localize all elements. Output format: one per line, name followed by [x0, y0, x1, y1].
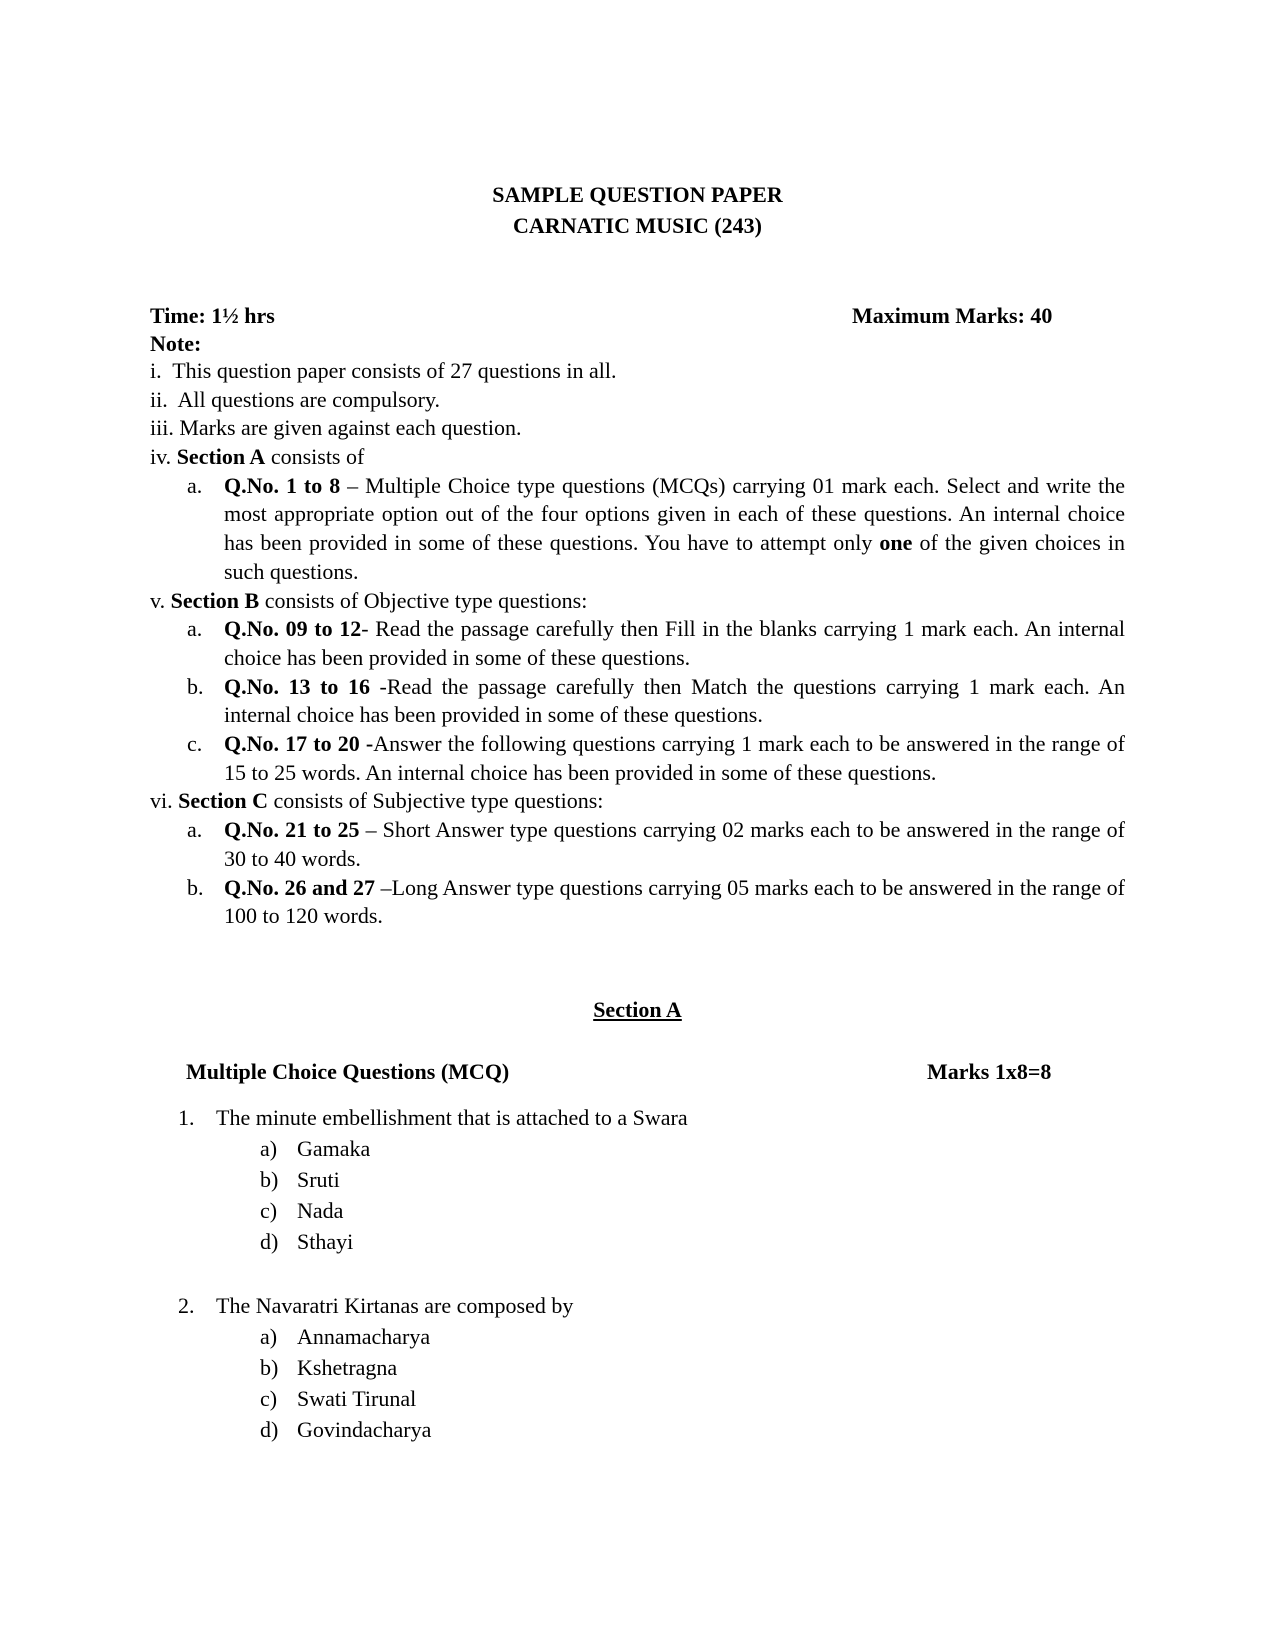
option: [178, 1164, 1078, 1195]
instruction-item: [150, 357, 1125, 386]
instruction-subitem: [150, 816, 1125, 873]
option-text: Sthayi: [297, 1229, 354, 1254]
subitem-text: –Long Answer type questions carrying 05 marks each to be answered in the range of 100 to 120 words.: [224, 874, 1125, 929]
option-text: Gamaka: [297, 1136, 371, 1161]
instruction-subitem: [150, 673, 1125, 730]
question: [178, 1102, 1078, 1257]
question-text: The minute embellishment that is attached to a Swara: [216, 1105, 688, 1130]
instruction-text: This question paper consists of 27 questions in all.: [172, 358, 617, 383]
section-name: Section A: [176, 444, 266, 470]
instruction-item: [150, 787, 1125, 816]
mcq-heading: Multiple Choice Questions (MCQ): [186, 1059, 510, 1084]
instruction-number: vi.: [150, 788, 173, 814]
option-label: c): [260, 1386, 278, 1411]
subitem-text: -Read the passage carefully then Match the questions carrying 1 mark each. An internal choice has been provided in some of these questions.: [224, 673, 1126, 728]
subitem-label: a.: [187, 616, 203, 642]
option-label: b): [260, 1355, 279, 1380]
instruction-text: consists of Objective type questions:: [259, 587, 588, 613]
paper-title: SAMPLE QUESTION PAPER: [492, 182, 783, 207]
option-text: Sruti: [297, 1167, 340, 1192]
option-label: d): [260, 1229, 279, 1254]
instruction-text: consists of Subjective type questions:: [267, 788, 604, 814]
instruction-item: [150, 414, 1125, 443]
option: [178, 1414, 1078, 1445]
option: [178, 1226, 1078, 1257]
option-text: Nada: [297, 1198, 344, 1223]
subitem-text: – Multiple Choice type questions (MCQs) carrying 01 mark each. Select and write the most appropriate option out of the four options given in each of these questions. An internal choice has been provided in some of these questions. You have to attempt only: [224, 472, 1125, 556]
instruction-subitem: [150, 615, 1125, 672]
subitem-text: of the given choices in such questions.: [224, 530, 1125, 584]
instruction-number: iv.: [150, 444, 172, 470]
option-text: Kshetragna: [297, 1355, 398, 1380]
question-range: Q.No. 21 to 25: [224, 817, 360, 843]
instruction-item: [150, 587, 1125, 616]
subitem-label: b.: [187, 673, 204, 699]
subitem-text: – Short Answer type questions carrying 02 marks each to be answered in the range of 30 to 40 words.: [224, 817, 1125, 871]
question-number: 1.: [178, 1105, 195, 1130]
subitem-label: c.: [187, 731, 203, 757]
option: [178, 1133, 1078, 1164]
question-range: Q.No. 17 to 20 -: [224, 731, 374, 757]
time-allowed: Time: 1½ hrs: [150, 303, 275, 328]
instruction-item: [150, 386, 1125, 415]
subitem-label: a.: [187, 817, 203, 843]
question-range: Q.No. 26 and 27: [224, 874, 376, 900]
emphasis: one: [879, 530, 913, 556]
instruction-item: [150, 443, 1125, 472]
option-text: Swati Tirunal: [297, 1386, 417, 1411]
instruction-subitem: [150, 472, 1125, 587]
question-text-line: [178, 1290, 1078, 1321]
option-label: a): [260, 1136, 278, 1161]
option-text: Annamacharya: [297, 1324, 431, 1349]
option-label: c): [260, 1198, 278, 1223]
subitem-label: a.: [187, 472, 203, 498]
option: [178, 1321, 1078, 1352]
question-number: 2.: [178, 1293, 195, 1318]
option-text: Govindacharya: [297, 1417, 432, 1442]
instruction-number: ii.: [150, 386, 168, 412]
instruction-number: i.: [150, 358, 162, 383]
maximum-marks: Maximum Marks: 40: [852, 303, 1053, 328]
instruction-number: v.: [150, 587, 166, 613]
instruction-text: All questions are compulsory.: [177, 386, 441, 412]
section-heading: Section A: [593, 997, 682, 1022]
instruction-text: consists of: [265, 444, 365, 470]
instructions-list: [150, 357, 1125, 931]
question-range: Q.No. 1 to 8: [224, 472, 341, 498]
section-name: Section B: [170, 587, 260, 613]
subitem-text: Answer the following questions carrying 1 mark each to be answered in the range of 15 to 25 words. An internal choice has been provided in some of these questions.: [224, 731, 1125, 785]
instruction-number: iii.: [150, 415, 174, 441]
instruction-subitem: [150, 874, 1125, 931]
option: [178, 1195, 1078, 1226]
subitem-text: - Read the passage carefully then Fill in the blanks carrying 1 mark each. An internal choice has been provided in some of these questions.: [224, 616, 1126, 670]
mcq-marks: Marks 1x8=8: [927, 1059, 1052, 1084]
question-text: The Navaratri Kirtanas are composed by: [216, 1293, 574, 1318]
note-label: Note:: [150, 331, 202, 356]
option-label: a): [260, 1324, 278, 1349]
option: [178, 1352, 1078, 1383]
option-label: d): [260, 1417, 279, 1442]
option: [178, 1383, 1078, 1414]
question-text-line: [178, 1102, 1078, 1133]
paper-subject: CARNATIC MUSIC (243): [513, 213, 762, 238]
question-range: Q.No. 09 to 12: [224, 616, 362, 642]
instruction-text: Marks are given against each question.: [179, 415, 522, 441]
section-name: Section C: [178, 788, 268, 814]
question: [178, 1290, 1078, 1445]
option-label: b): [260, 1167, 279, 1192]
instruction-subitem: [150, 730, 1125, 787]
subitem-label: b.: [187, 874, 204, 900]
question-range: Q.No. 13 to 16: [224, 673, 370, 699]
